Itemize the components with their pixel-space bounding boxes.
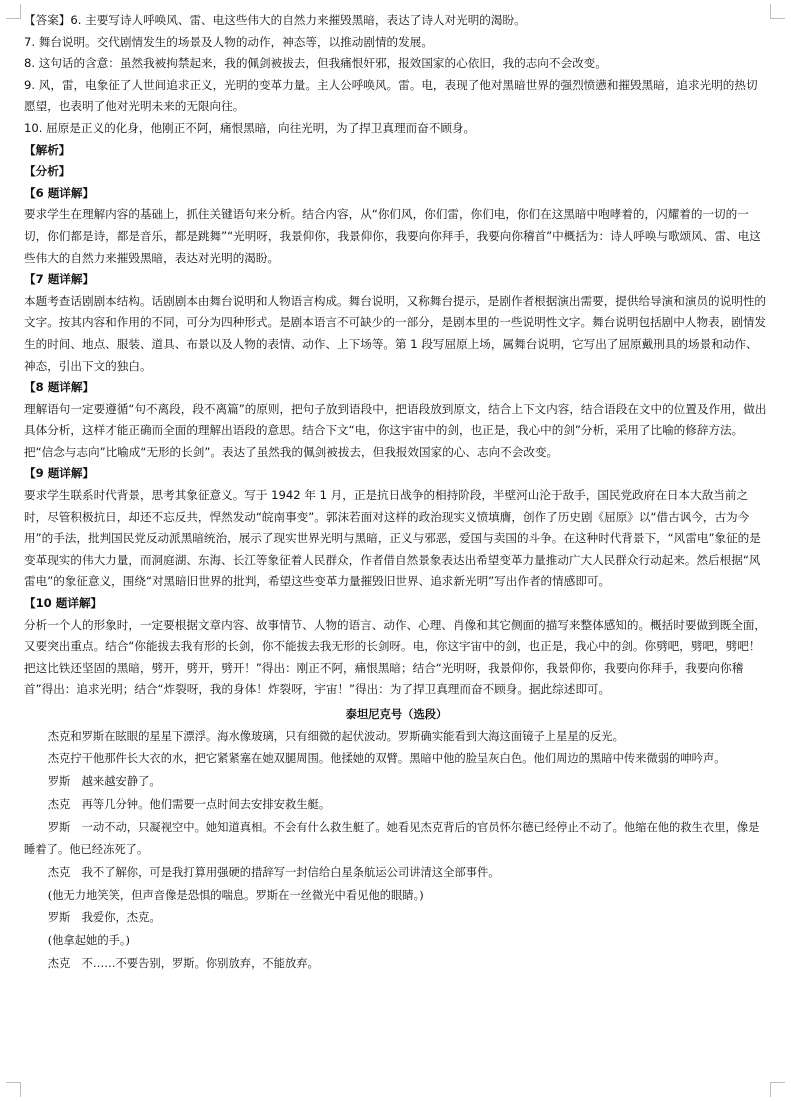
section-heading-9: 【9 题详解】: [24, 466, 95, 481]
section-body-6: 要求学生在理解内容的基础上，抓住关键语句来分析。结合内容，从“你们风，你们雷，你们电，你们在这黑暗中咆哮着的，闪耀着的一切的一切，你们都是诗，都是音乐，都是跳舞”“光明呀，我景仰你，我景仰你，我要向你拜手，我要向你稽首”中概括为：诗人呼唤与歌颂风、雷、电这些伟大的自然力来摧毁黑暗，表达对光明的渴盼。: [24, 207, 761, 265]
dialogue-line: 罗斯 一动不动，只凝视空中。她知道真相。不会有什么救生艇了。她看见杰克背后的官员怀尔德已经停止不动了。他缩在他的救生衣里，像是睡着了。他已经冻死了。: [24, 820, 760, 857]
section-heading-6: 【6 题详解】: [24, 185, 95, 200]
stage-direction: (他无力地笑笑，但声音像是恐惧的喘息。罗斯在一丝微光中看见他的眼睛。): [47, 888, 424, 902]
crop-mark-bottom-right: [770, 1082, 785, 1097]
dialogue-line: 杰克 不……不要告别，罗斯。你别放弃，不能放弃。: [47, 956, 319, 970]
crop-mark-bottom-left: [6, 1082, 21, 1097]
document-page: [24, 10, 769, 975]
crop-mark-top-right: [770, 4, 785, 19]
answer-line: 8. 这句话的含意：虽然我被拘禁起来，我的佩剑被拔去，但我痛恨奸邪，报效国家的心依旧，我的志向不会改变。: [24, 56, 607, 71]
section-heading-7: 【7 题详解】: [24, 272, 95, 287]
answer-line: 10. 屈原是正义的化身，他刚正不阿，痛恨黑暗，向往光明，为了捍卫真理而奋不顾身。: [24, 120, 476, 135]
story-paragraph: 杰克和罗斯在眩眼的星星下漂浮。海水像玻璃，只有细微的起伏波动。罗斯确实能看到大海这面镜子上星星的反光。: [47, 729, 624, 743]
answer-line: 9. 风，雷，电象征了人世间追求正义，光明的变革力量。主人公呼唤风。雷。电，表现了他对黑暗世界的强烈愤懑和摧毁黑暗，追求光明的热切愿望，也表明了他对光明未来的无限向往。: [24, 77, 758, 114]
dialogue-line: 杰克 我不了解你，可是我打算用强硬的措辞写一封信给白星条航运公司讲清这全部事件。: [47, 865, 500, 879]
stage-direction: (他拿起她的手。): [47, 934, 130, 948]
dialogue-line: 杰克 再等几分钟。他们需要一点时间去安排安救生艇。: [47, 797, 331, 811]
section-body-10: 分析一个人的形象时，一定要根据文章内容、故事情节、人物的语言、动作、心理、肖像和其它侧面的描写来整体感知的。概括时要做到既全面，又要突出重点。结合“你能拔去我有形的长剑，你不能拔去我无形的长剑呀。电，你这宇宙中的剑，也正是，我心中的剑。你劈吧，劈吧，劈吧！把这比铁还坚固的黑暗，劈开，劈开，劈开！”得出：刚正不阿，痛恨黑暗；结合“光明呀，我景仰你，我景仰你，我要向你拜手，我要向你稽首”得出：追求光明；结合“炸裂呀，我的身体！炸裂呀，宇宙！”得出：为了捍卫真理而奋不顾身。据此综述即可。: [24, 617, 767, 697]
section-heading-10: 【10 题详解】: [24, 596, 103, 611]
dialogue-line: 罗斯 我爱你，杰克。: [47, 911, 161, 925]
section-body-9: 要求学生联系时代背景，思考其象征意义。写于 1942 年 1 月，正是抗日战争的相持阶段，半壁河山沦于敌手，国民党政府在日本大敌当前之时，尽管积极抗日，却还不忘反共，悍然发动“皖南事变”。郭沫若面对这样的政治现实义愤填膺，创作了历史剧《屈原》以“借古讽今，古为今用”的手法，批判国民党反动派黑暗统治，展示了现实世界光明与黑暗，正义与邪恶，爱国与卖国的斗争。在这种时代背景下，“风雷电”象征的是变革现实的伟大力量，而洞庭湖、东海、长江等象征着人民群众，作者借自然景象表达出希望变革力量推动广大人民群众行动起来。然后根据“风雷电”的象征意义，围绕“对黑暗旧世界的批判，希望这些变革力量摧毁旧世界、追求新光明”写出作者的情感即可。: [24, 488, 761, 589]
answer-line: 7. 舞台说明。交代剧情发生的场景及人物的动作，神态等，以推动剧情的发展。: [24, 34, 433, 49]
section-body-8: 理解语句一定要遵循“句不离段，段不离篇”的原则，把句子放到语段中，把语段放到原文，结合上下文内容，结合语段在文中的位置及作用，做出具体分析，这样才能正确而全面的理解出语段的意思。结合下文“电，你这宇宙中的剑，也正是，我心中的剑”分析，采用了比喻的修辞方法。把“信念与志向”比喻成“无形的长剑”。表达了虽然我的佩剑被拔去，但我报效国家的心、志向不会改变。: [24, 401, 767, 459]
section-body-7: 本题考查话剧剧本结构。话剧剧本由舞台说明和人物语言构成。舞台说明，又称舞台提示，是剧作者根据演出需要，提供给导演和演员的说明性的文字。按其内容和作用的不同，可分为四种形式。是剧本语言不可缺少的一部分，是剧本里的一些说明性文字。舞台说明包括剧中人物表，剧情发生的时间、地点、服装、道具、布景以及人物的表情、动作、上下场等。第 1 段写屈原上场，属舞台说明，它写出了屈原戴刑具的场景和动作、神态，引出下文的独白。: [24, 293, 767, 373]
answer-line: 【答案】6. 主要写诗人呼唤风、雷、电这些伟大的自然力来摧毁黑暗，表达了诗人对光明的渴盼。: [24, 13, 526, 27]
section-heading-8: 【8 题详解】: [24, 380, 95, 395]
crop-mark-top-left: [6, 4, 21, 19]
fenxi-heading: 【分析】: [24, 164, 71, 179]
dialogue-line: 罗斯 越来越安静了。: [47, 775, 161, 789]
story-paragraph: 杰克拧干他那件长大衣的水，把它紧紧塞在她双腿周围。他揉她的双臂。黑暗中他的脸呈灰白色。他们周边的黑暗中传来微弱的呻吟声。: [47, 752, 726, 766]
story-title: 泰坦尼克号（选段）: [345, 707, 448, 721]
analysis-heading: 【解析】: [24, 142, 71, 157]
